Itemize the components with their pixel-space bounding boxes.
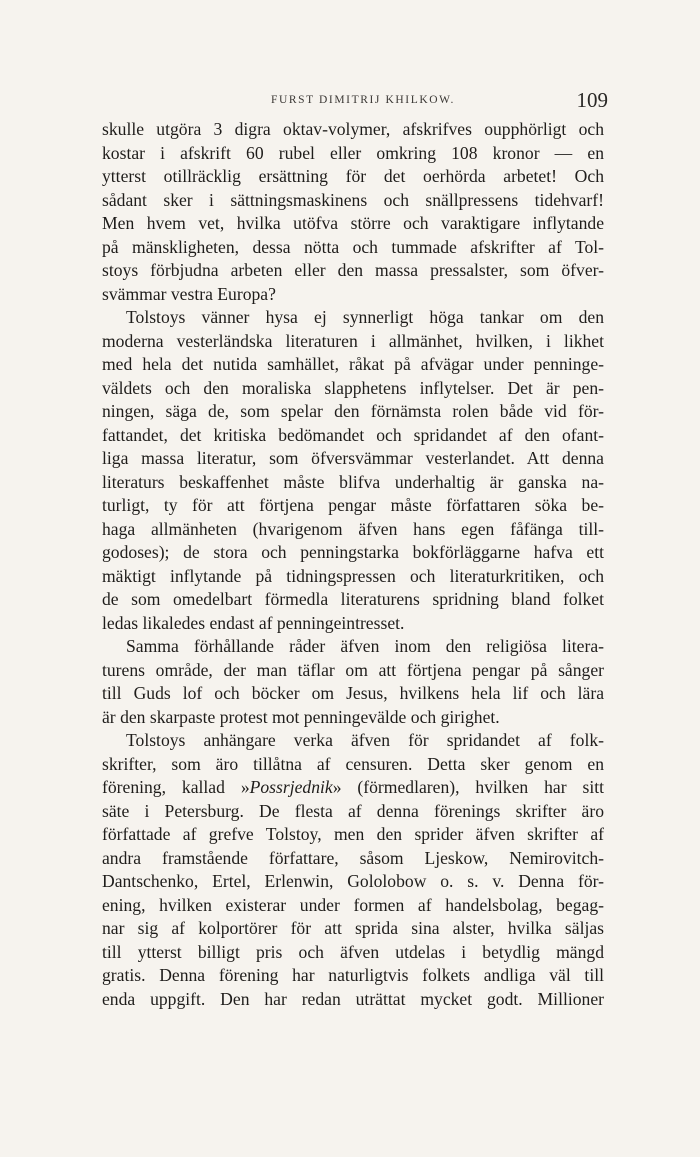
text-line: sådant sker i sättningsmaskinens och snällpressens tidehvarf! [102, 189, 604, 210]
text-line: stoys förbjudna arbeten eller den massa pressalster, som öfver- [102, 260, 604, 280]
text-line: turens område, der man täflar om att förtjena pengar på sånger [102, 659, 604, 680]
text-line: ening, hvilken existerar under formen af handelsbolag, begag- [102, 894, 604, 915]
text-line: väldets och den moraliska slapphetens inflytelser. Det är pen- [102, 377, 604, 398]
text-line: med hela det nutida samhället, råkat på afvägar under penninge- [102, 354, 604, 374]
text-line: kostar i afskrift 60 rubel eller omkring 108 kronor — en [102, 142, 604, 163]
text-line: gratis. Denna förening har naturligtvis folkets andliga väl till [102, 965, 604, 985]
text-line: författade af grefve Tolstoy, men den sprider äfven skrifter af [102, 824, 604, 844]
running-title: FURST DIMITRIJ KHILKOW. [270, 94, 456, 106]
text-line: Tolstoys anhängare verka äfven för spridandet af folk- [126, 730, 604, 750]
text-line: nar sig af kolportörer för att sprida sina alster, hvilka säljas [102, 918, 604, 938]
text-line: Samma förhållande råder äfven inom den religiösa litera- [126, 636, 604, 656]
text-line: ytterst otillräcklig ersättning för det oerhörda arbetet! Och [102, 166, 604, 186]
text-line: fattandet, det kritiska bedömandet och spridandet af den ofant- [102, 424, 604, 445]
text-line: liga massa literatur, som öfversvämmar vesterlandet. Att denna [102, 448, 604, 468]
text-line: skrifter, som äro tillåtna af censuren. Detta sker genom en [102, 753, 604, 774]
text-line: de som omedelbart förmedla literaturens spridning bland folket [102, 589, 604, 609]
body-text [102, 118, 604, 1011]
text-line: ningen, säga de, som spelar den förnämsta rolen både vid för- [102, 401, 604, 421]
text-line: till ytterst billigt pris och äfven utdelas i betydlig mängd [102, 941, 604, 962]
running-header [118, 88, 608, 118]
text-line: på mänskligheten, dessa nötta och tummade afskrifter af Tol- [102, 236, 604, 257]
text-line: Dantschenko, Ertel, Erlenwin, Gololobow o. s. v. Denna för- [102, 871, 604, 891]
text-line: Tolstoys vänner hysa ej synnerligt höga tankar om den [126, 307, 604, 327]
text-line: moderna vesterländska literaturen i allmänhet, hvilken, i likhet [102, 330, 604, 351]
text-line: säte i Petersburg. De flesta af denna förenings skrifter äro [102, 800, 604, 821]
text-line: literaturs beskaffenhet måste blifva underhaltig är ganska na- [102, 471, 604, 492]
text-line: andra framstående författare, såsom Ljeskow, Nemirovitch- [102, 847, 604, 868]
text-line: haga allmänheten (hvarigenom äfven hans egen fåfänga till- [102, 518, 604, 539]
text-line: till Guds lof och böcker om Jesus, hvilkens hela lif och lära [102, 683, 604, 703]
text-line: godoses); de stora och penningstarka bokförläggarne hafva ett [102, 542, 604, 562]
text-line: enda uppgift. Den har redan uträttat mycket godt. Millioner [102, 988, 604, 1009]
text-line: förening, kallad »Possrjednik» (förmedlaren), hvilken har sitt [102, 777, 604, 797]
text-line: mäktigt inflytande på tidningspressen och literaturkritiken, och [102, 565, 604, 586]
text-line: ledas likaledes endast af penningeintresset. [102, 612, 405, 633]
page-number: 109 [576, 88, 608, 112]
text-line: svämmar vestra Europa? [102, 283, 276, 304]
text-line: Men hvem vet, hvilka utöfva större och varaktigare inflytande [102, 213, 604, 233]
text-line: är den skarpaste protest mot penningevälde och girighet. [102, 706, 500, 727]
society-name: Possrjednik [249, 777, 333, 797]
text-line: turligt, ty för att förtjena pengar måste författaren söka be- [102, 495, 604, 515]
text-line: skulle utgöra 3 digra oktav-volymer, afskrifves oupphörligt och [102, 119, 604, 139]
